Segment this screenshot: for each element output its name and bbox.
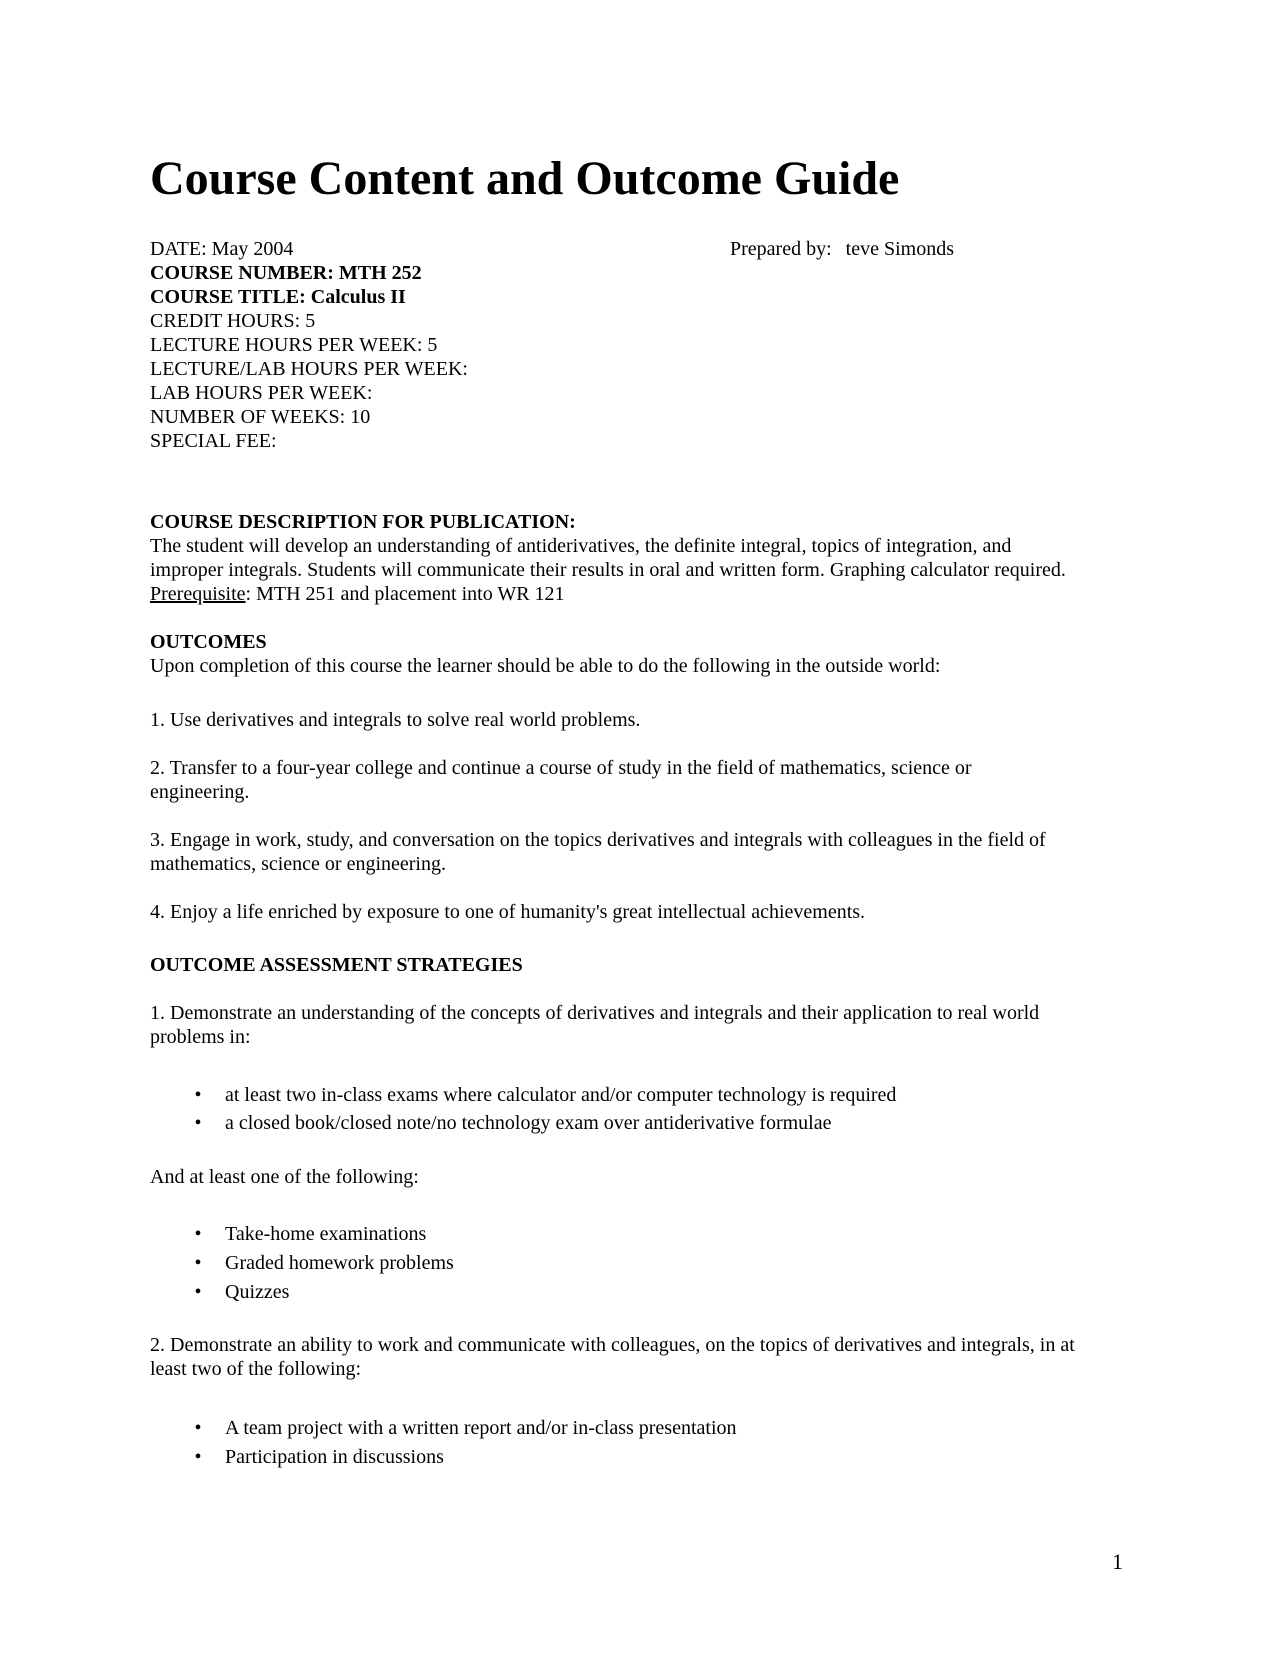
prerequisite-text: : MTH 251 and placement into WR 121 (245, 583, 565, 605)
number-of-weeks: NUMBER OF WEEKS: 10 (150, 406, 371, 428)
outcomes-intro: Upon completion of this course the learner should be able to do the following in the outside world: (150, 655, 941, 677)
outcome-item-2-line-1: 2. Transfer to a four-year college and continue a course of study in the field of mathematics, science or (150, 757, 972, 779)
and-at-least-line: And at least one of the following: (150, 1166, 419, 1188)
strategy-2-line-1: 2. Demonstrate an ability to work and communicate with colleagues, on the topics of derivatives and integrals, in at (150, 1334, 1075, 1356)
outcome-item-3-line-2: mathematics, science or engineering. (150, 853, 446, 875)
outcomes-heading: OUTCOMES (150, 631, 267, 653)
strategy-1-line-1: 1. Demonstrate an understanding of the concepts of derivatives and integrals and their application to real world (150, 1002, 1040, 1024)
prepared-by-label: Prepared by: (730, 238, 832, 260)
outcome-item-2-line-2: engineering. (150, 781, 250, 803)
list-item-text: Participation in discussions (225, 1446, 444, 1468)
prepared-by (730, 237, 954, 261)
outcome-item-4: 4. Enjoy a life enriched by exposure to one of humanity's great intellectual achievements. (150, 901, 866, 923)
bullet-icon: • (194, 1417, 202, 1439)
list-item-text: a closed book/closed note/no technology exam over antiderivative formulae (225, 1112, 832, 1134)
strategy-1-line-2: problems in: (150, 1026, 251, 1048)
description-line-2: improper integrals. Students will communicate their results in oral and written form. Graphing calculator required. (150, 559, 1066, 581)
description-line-1: The student will develop an understanding of antiderivatives, the definite integral, topics of integration, and (150, 535, 1012, 557)
outcome-item-3-line-1: 3. Engage in work, study, and conversation on the topics derivatives and integrals with colleagues in the field of (150, 829, 1046, 851)
list-item-text: A team project with a written report and/or in-class presentation (225, 1417, 737, 1439)
prerequisite-label: Prerequisite (150, 583, 246, 605)
lecture-hours: LECTURE HOURS PER WEEK: 5 (150, 334, 438, 356)
bullet-icon: • (194, 1223, 202, 1245)
description-heading: COURSE DESCRIPTION FOR PUBLICATION: (150, 511, 576, 533)
prepared-by-name: teve Simonds (845, 238, 954, 260)
course-title: COURSE TITLE: Calculus II (150, 286, 406, 308)
list-item-text: Quizzes (225, 1281, 290, 1303)
strategy-2-line-2: least two of the following: (150, 1358, 362, 1380)
prerequisite-line (150, 582, 565, 606)
page-number: 1 (1112, 1549, 1123, 1574)
list-item-text: Graded homework problems (225, 1252, 454, 1274)
special-fee: SPECIAL FEE: (150, 430, 277, 452)
credit-hours: CREDIT HOURS: 5 (150, 310, 316, 332)
lecture-lab-hours: LECTURE/LAB HOURS PER WEEK: (150, 358, 468, 380)
date-line: DATE: May 2004 (150, 238, 294, 260)
course-number: COURSE NUMBER: MTH 252 (150, 262, 422, 284)
bullet-icon: • (194, 1084, 202, 1106)
bullet-icon: • (194, 1446, 202, 1468)
bullet-icon: • (194, 1281, 202, 1303)
bullet-icon: • (194, 1252, 202, 1274)
lab-hours: LAB HOURS PER WEEK: (150, 382, 373, 404)
assessment-heading: OUTCOME ASSESSMENT STRATEGIES (150, 954, 523, 976)
list-item-text: Take-home examinations (225, 1223, 427, 1245)
outcome-item-1: 1. Use derivatives and integrals to solve real world problems. (150, 709, 641, 731)
page-title: Course Content and Outcome Guide (150, 152, 900, 205)
bullet-icon: • (194, 1112, 202, 1134)
list-item-text: at least two in-class exams where calculator and/or computer technology is required (225, 1084, 897, 1106)
